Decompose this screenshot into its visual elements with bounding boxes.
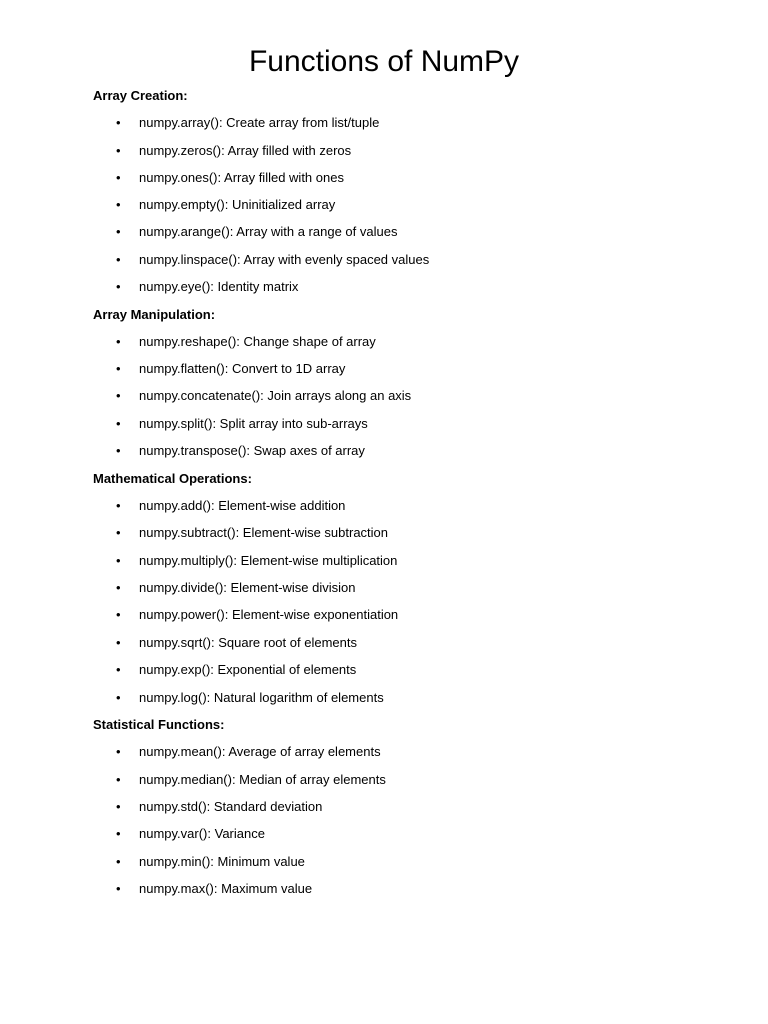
- bullet-icon: •: [116, 361, 121, 376]
- bullet-icon: •: [116, 690, 121, 705]
- section-heading-array-creation: Array Creation:: [93, 88, 188, 103]
- bullet-icon: •: [116, 197, 121, 212]
- bullet-icon: •: [116, 143, 121, 158]
- list-item: • numpy.var(): Variance: [116, 826, 265, 841]
- list-item: • numpy.ones(): Array filled with ones: [116, 170, 344, 185]
- bullet-icon: •: [116, 580, 121, 595]
- list-item: • numpy.subtract(): Element-wise subtraction: [116, 525, 389, 540]
- bullet-icon: •: [116, 607, 121, 622]
- list-item: • numpy.std(): Standard deviation: [116, 799, 323, 814]
- list-item: • numpy.max(): Maximum value: [116, 881, 313, 896]
- list-item: • numpy.exp(): Exponential of elements: [116, 662, 357, 677]
- bullet-icon: •: [116, 854, 121, 869]
- bullet-icon: •: [116, 799, 121, 814]
- bullet-icon: •: [116, 881, 121, 896]
- list-item: • numpy.divide(): Element-wise division: [116, 580, 356, 595]
- list-item: • numpy.power(): Element-wise exponentiation: [116, 607, 399, 622]
- list-item: • numpy.median(): Median of array elements: [116, 772, 386, 787]
- list-item: • numpy.sqrt(): Square root of elements: [116, 635, 357, 650]
- bullet-icon: •: [116, 224, 121, 239]
- list-item: • numpy.split(): Split array into sub-arrays: [116, 416, 368, 431]
- bullet-icon: •: [116, 525, 121, 540]
- bullet-icon: •: [116, 388, 121, 403]
- list-item: • numpy.array(): Create array from list/tuple: [116, 115, 380, 130]
- list-item: • numpy.min(): Minimum value: [116, 854, 305, 869]
- list-item: • numpy.concatenate(): Join arrays along an axis: [116, 388, 412, 403]
- bullet-icon: •: [116, 553, 121, 568]
- list-item: • numpy.empty(): Uninitialized array: [116, 197, 336, 212]
- bullet-icon: •: [116, 115, 121, 130]
- list-item: • numpy.linspace(): Array with evenly spaced values: [116, 252, 430, 267]
- page-title: Functions of NumPy: [248, 45, 520, 78]
- bullet-icon: •: [116, 443, 121, 458]
- bullet-icon: •: [116, 635, 121, 650]
- list-item: • numpy.arange(): Array with a range of values: [116, 224, 398, 239]
- list-item: • numpy.zeros(): Array filled with zeros: [116, 143, 352, 158]
- list-item: • numpy.eye(): Identity matrix: [116, 279, 299, 294]
- bullet-icon: •: [116, 252, 121, 267]
- bullet-icon: •: [116, 170, 121, 185]
- bullet-icon: •: [116, 334, 121, 349]
- section-heading-mathematical-operations: Mathematical Operations:: [93, 471, 252, 486]
- list-item: • numpy.log(): Natural logarithm of elements: [116, 690, 384, 705]
- list-item: • numpy.reshape(): Change shape of array: [116, 334, 376, 349]
- list-item: • numpy.flatten(): Convert to 1D array: [116, 361, 346, 376]
- bullet-icon: •: [116, 498, 121, 513]
- section-heading-statistical-functions: Statistical Functions:: [93, 717, 225, 732]
- list-item: • numpy.mean(): Average of array elements: [116, 744, 381, 759]
- section-heading-array-manipulation: Array Manipulation:: [93, 307, 216, 322]
- list-item: • numpy.multiply(): Element-wise multiplication: [116, 553, 398, 568]
- bullet-icon: •: [116, 772, 121, 787]
- list-item: • numpy.add(): Element-wise addition: [116, 498, 346, 513]
- bullet-icon: •: [116, 662, 121, 677]
- bullet-icon: •: [116, 826, 121, 841]
- bullet-icon: •: [116, 416, 121, 431]
- bullet-icon: •: [116, 744, 121, 759]
- list-item: • numpy.transpose(): Swap axes of array: [116, 443, 365, 458]
- bullet-icon: •: [116, 279, 121, 294]
